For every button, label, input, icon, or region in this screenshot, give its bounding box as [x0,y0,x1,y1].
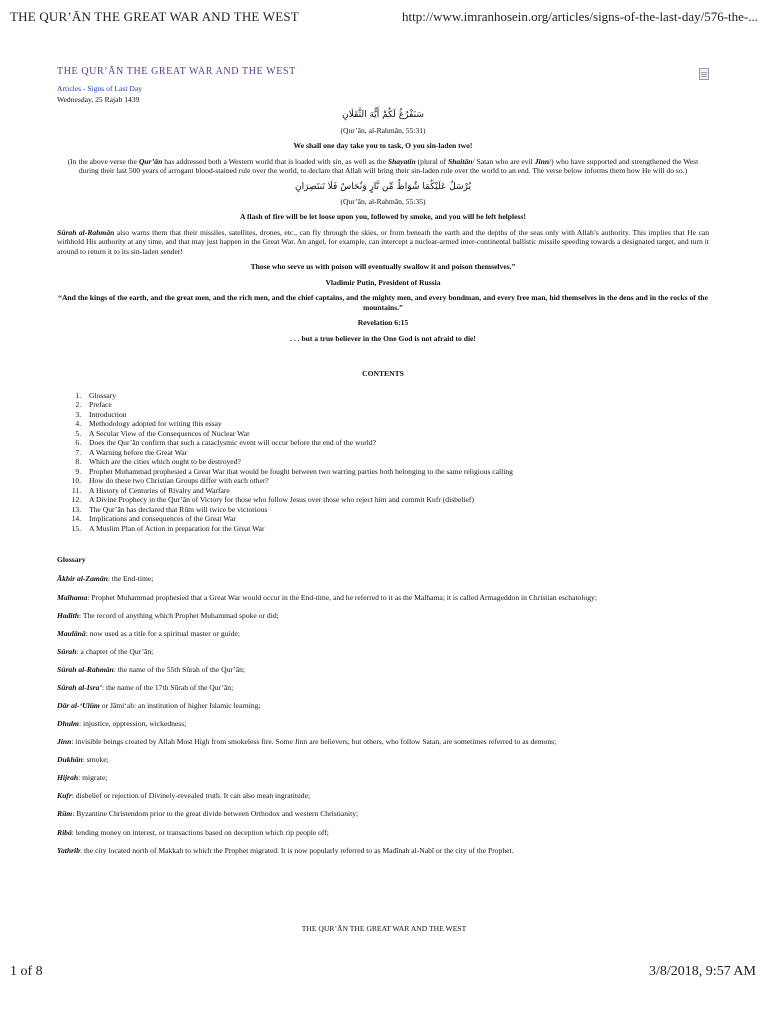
revelation-quote: “And the kings of the earth, and the great men, and the rich men, and the chief captains, and the mighty men, and every bondman, and every free man, hid themselves in the dens and in the rocks of the mountains.” [58,293,708,312]
page-footer-title: THE QUR’ĀN THE GREAT WAR AND THE WEST [301,924,467,933]
glossary-entry: Maulānā: now used as a title for a spiritual master or guide; [57,628,240,638]
revelation-reference: Revelation 6:15 [357,318,409,328]
glossary-entry: Dhulm: injustice, oppression, wickedness; [57,719,187,729]
contents-item[interactable]: 5. A Secular View of the Consequences of Nuclear War [83,429,709,438]
print-header-title: THE QUR’ĀN THE GREAT WAR AND THE WEST [10,9,299,24]
contents-item[interactable]: 7. A Warning before the Great War [83,448,709,457]
contents-item[interactable]: 15. A Muslim Plan of Action in preparation for the Great War [83,524,709,533]
glossary-entry: Ākhir al-Zamān: the End-time; [57,574,154,584]
verse-reference-2: (Qur’ān, al-Rahmān, 55:35) [340,196,426,206]
glossary-title: Glossary [57,554,86,564]
print-datetime: 3/8/2018, 9:57 AM [649,964,756,979]
contents-item[interactable]: 14. Implications and consequences of the Great War [83,514,709,523]
glossary-entry: Hijrah: migrate; [57,773,108,783]
contents-item[interactable]: 10. How do these two Christian Groups differ with each other? [83,476,709,485]
glossary-list [57,574,709,855]
contents-item[interactable]: 1. Glossary [83,391,709,400]
glossary-entry: Sūrah: a chapter of the Qur’ān; [57,646,154,656]
contents-title: CONTENTS [362,369,404,379]
page-counter: 1 of 8 [10,964,43,979]
verse-translation-1: We shall one day take you to task, O you sin-laden two! [293,141,473,151]
verse-explanation: (In the above verse the Qur’ān has addressed both a Western world that is loaded with sin, as well as the Shayatīn (plural of Shaitān/ Satan who are evil Jinn/) who have supported and strengthened the West during their last 500 years of arrogant blood-stained rule over the world, to declare that Allah will bring their sin-laden rule over the world to an end. The verse below informs them how He will do so.) [67,156,699,176]
contents-item[interactable]: 4. Methodology adopted for writing this essay [83,419,709,428]
print-footer [0,960,768,990]
document-icon[interactable] [699,68,709,80]
contents-item[interactable]: 6. Does the Qur’ān confirm that such a cataclysmic event will occur before the end of the world? [83,438,709,447]
contents-list [57,391,709,533]
surah-paragraph: Sūrah al-Rahmān also warns them that their missiles, satellites, drones, etc., can fly through the skies, or from beneath the earth and the depths of the seas only with Allah’s authority. This implies that He can withhold His authority at any time, and that may just happen in the Great War. An angel, for example, can intercept a nuclear-armed inter-continental ballistic missile speeding towards a designated target, and turn it around to return it to its sin-laden sender! [57,227,709,256]
verse-reference-1: (Qur’ān, al-Rahmān, 55:31) [340,125,426,135]
article-date: Wednesday, 25 Rajab 1439 [57,94,140,104]
glossary-entry: Rūm: Byzantine Christendom prior to the great divide between Orthodox and western Christianity; [57,809,359,819]
contents-item[interactable]: 9. Prophet Muhammad prophesied a Great War that would be fought between two warring parties both belonging to the same religious calling [83,467,709,476]
glossary-entry: Hadīth: The record of anything which Prophet Muhammad spoke or did; [57,610,279,620]
contents-item[interactable]: 12. A Divine Prophecy in the Qur’ān of Victory for those who follow Jesus over those who reject him and commit Kufr (disbelief) [83,495,709,504]
contents-item[interactable]: 8. Which are the cities which ought to be destroyed? [83,457,709,466]
glossary-entry: Dukhān: smoke; [57,755,109,765]
print-header [0,0,768,28]
putin-quote: Those who serve us with poison will eventually swallow it and poison themselves.” [250,262,516,272]
putin-attribution: Vladimir Putin, President of Russia [325,277,441,287]
contents-item[interactable]: 11. A History of Centuries of Rivalry and Warfare [83,486,709,495]
contents-item[interactable]: 3. Introduction [83,410,709,419]
glossary-entry: Kufr: disbelief or rejection of Divinely-revealed truth. It can also mean ingratitude; [57,791,311,801]
glossary-entry: Ribā: lending money on interest, or transactions based on deception which rip people off; [57,827,329,837]
arabic-verse-1: سَنَفْرُغُ لَكُمْ أَيُّهَ الثَّقَلَانِ [342,110,424,121]
category-link[interactable]: Articles - Signs of Last Day [57,83,142,93]
glossary-entry: Yathrib: the city located north of Makkah to which the Prophet migrated. It is now popularly referred to as Madīnah al-Nabī or the city of the Prophet. [57,845,514,855]
article-title[interactable]: THE QUR’ĀN THE GREAT WAR AND THE WEST [57,66,296,77]
contents-item[interactable]: 2. Preface [83,400,709,409]
print-header-url: http://www.imranhosein.org/articles/signs-of-the-last-day/576-the-... [402,9,758,24]
glossary-entry: Malhama: Prophet Muhammad prophesied that a Great War would occur in the End-time, and he referred to it as the Malhama; it is called Armageddon in Christian eschatology; [57,592,597,602]
arabic-verse-2: يُرْسَلُ عَلَيْكُمَا شُوَاظٌ مِّن نَّارٍ وَنُحَاسٌ فَلَا تَنتَصِرَانِ [295,181,471,192]
glossary-entry: Sūrah al-Isra’: the name of the 17th Sūrah of the Qur’ān; [57,682,234,692]
glossary-entry: Jinn: invisible beings created by Allah Most High from smokeless fire. Some Jinn are believers, but others, who follow Satan, are sometimes referred to as demons; [57,737,557,747]
contents-item[interactable]: 13. The Qur’ān has declared that Rūm will twice be victorious [83,505,709,514]
glossary-entry: Sūrah al-Rahmān: the name of the 55th Sūrah of the Qur’ān; [57,664,246,674]
believer-line: . . . but a true believer in the One God is not afraid to die! [290,333,476,343]
article [57,66,709,864]
verse-translation-2: A flash of fire will be let loose upon you, followed by smoke, and you will be left helpless! [240,212,526,222]
glossary-entry: Dār al-‘Ulūm or Jāmi‘ah: an institution of higher Islamic learning; [57,701,261,711]
